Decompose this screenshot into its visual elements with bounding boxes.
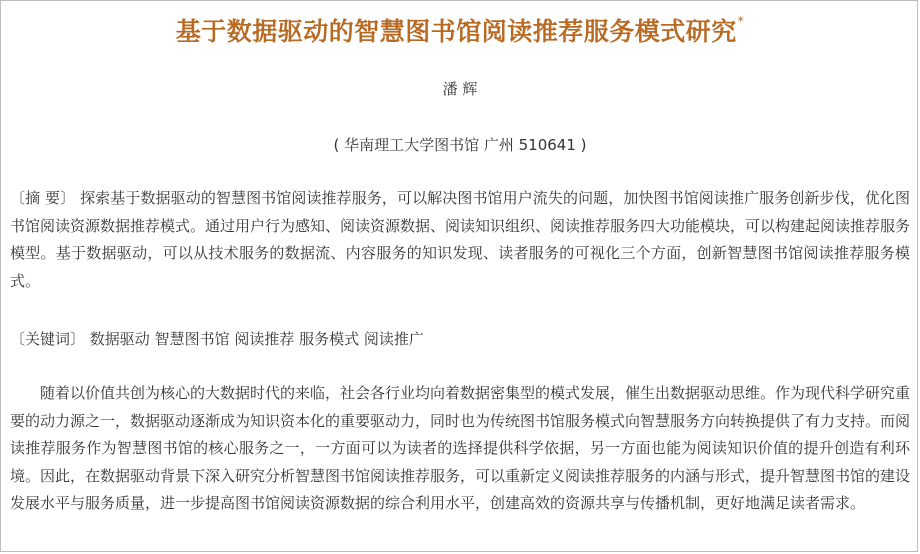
abstract-text: 探索基于数据驱动的智慧图书馆阅读推荐服务，可以解决图书馆用户流失的问题，加快图书馆阅读推广服务创新步伐，优化图书馆阅读资源数据推荐模式。通过用户行为感知、阅读资源数据、阅读知识组织、阅读推荐服务四大功能模块，可以构建起阅读推荐服务模型。基于数据驱动，可以从技术服务的数据流、内容服务的知识发现、读者服务的可视化三个方面，创新智慧图书馆阅读推荐服务模式。	[10, 189, 911, 290]
keywords-label: 〔关键词〕	[10, 330, 86, 348]
author-affiliation: ( 华南理工大学图书馆 广州 510641 )	[333, 136, 587, 154]
body-paragraph: 随着以价值共创为核心的大数据时代的来临，社会各行业均向着数据密集型的模式发展，催生出数据驱动思维。作为现代科学研究重要的动力源之一，数据驱动逐渐成为知识资本化的重要驱动力，同时也为传统图书馆服务模式向智慧服务方向转换提供了有力支持。而阅读推荐服务作为智慧图书馆的核心服务之一，一方面可以为读者的选择提供科学依据，另一方面也能为阅读知识价值的提升创造有利环境。因此，在数据驱动背景下深入研究分析智慧图书馆阅读推荐服务，可以重新定义阅读推荐服务的内涵与形式，提升智慧图书馆的建设发展水平与服务质量，进一步提高图书馆阅读资源数据的综合利用水平，创建高效的资源共享与传播机制，更好地满足读者需求。	[10, 384, 911, 512]
paper-title	[0, 12, 920, 48]
abstract-paragraph	[10, 185, 910, 295]
title-text: 基于数据驱动的智慧图书馆阅读推荐服务模式研究	[175, 17, 737, 46]
author-name: 潘 辉	[442, 80, 478, 98]
abstract-label: 〔摘 要〕	[10, 189, 76, 207]
keywords-text: 数据驱动 智慧图书馆 阅读推荐 服务模式 阅读推广	[89, 330, 424, 348]
keywords-paragraph	[10, 326, 910, 354]
title-footnote-mark: *	[737, 14, 745, 28]
